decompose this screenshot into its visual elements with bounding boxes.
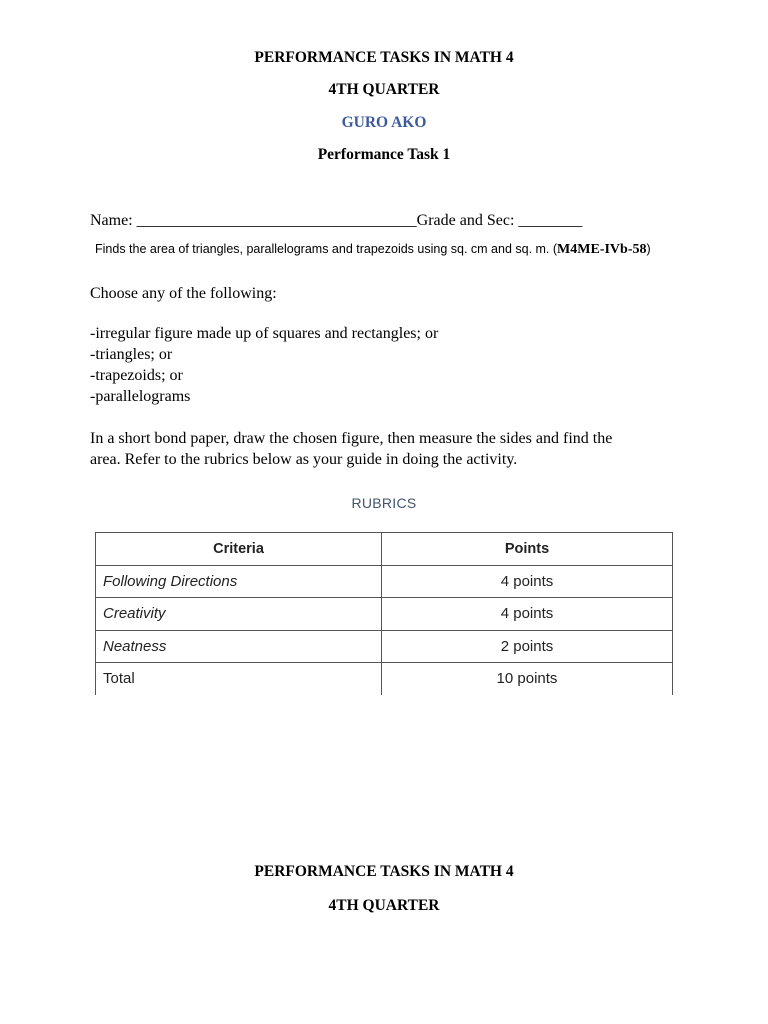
competency-statement [95,242,651,258]
points-header: Points [382,533,673,566]
competency-code: M4ME-IVb-58 [557,242,647,257]
school-name: GURO AKO [341,114,427,131]
name-grade-line: Name: ___________________________________Grade and Sec: ________ [90,212,583,229]
task-heading: Performance Task 1 [317,146,451,163]
points-cell: 4 points [382,565,673,598]
option-item: -trapezoids; or [90,367,183,384]
criteria-cell: Neatness [96,630,382,663]
quarter-heading-page2: 4TH QUARTER [328,897,440,914]
rubrics-heading: RUBRICS [351,495,417,511]
instructions [90,428,612,470]
option-item: -irregular figure made up of squares and rectangles; or [90,325,439,342]
choose-prompt: Choose any of the following: [90,285,277,302]
points-cell: 2 points [382,630,673,663]
options-list [90,323,438,407]
criteria-cell: Creativity [96,598,382,631]
table-header-row [96,533,673,566]
total-points-cell: 10 points [382,663,673,695]
competency-text: Finds the area of triangles, parallelograms and trapezoids using sq. cm and sq. m. ( [95,242,558,256]
option-item: -triangles; or [90,346,173,363]
document-title-page2: PERFORMANCE TASKS IN MATH 4 [254,863,514,880]
criteria-cell: Following Directions [96,565,382,598]
quarter-heading: 4TH QUARTER [328,81,440,98]
competency-close: ) [646,242,651,256]
document-title: PERFORMANCE TASKS IN MATH 4 [254,49,514,66]
rubric-table [95,532,673,695]
table-row [96,630,673,663]
table-row [96,598,673,631]
points-cell: 4 points [382,598,673,631]
option-item: -parallelograms [90,388,191,405]
criteria-header: Criteria [96,533,382,566]
table-row [96,663,673,695]
table-row [96,565,673,598]
instruction-line: area. Refer to the rubrics below as your guide in doing the activity. [90,451,518,468]
total-criteria-cell: Total [96,663,382,695]
instruction-line: In a short bond paper, draw the chosen figure, then measure the sides and find the [90,430,613,447]
